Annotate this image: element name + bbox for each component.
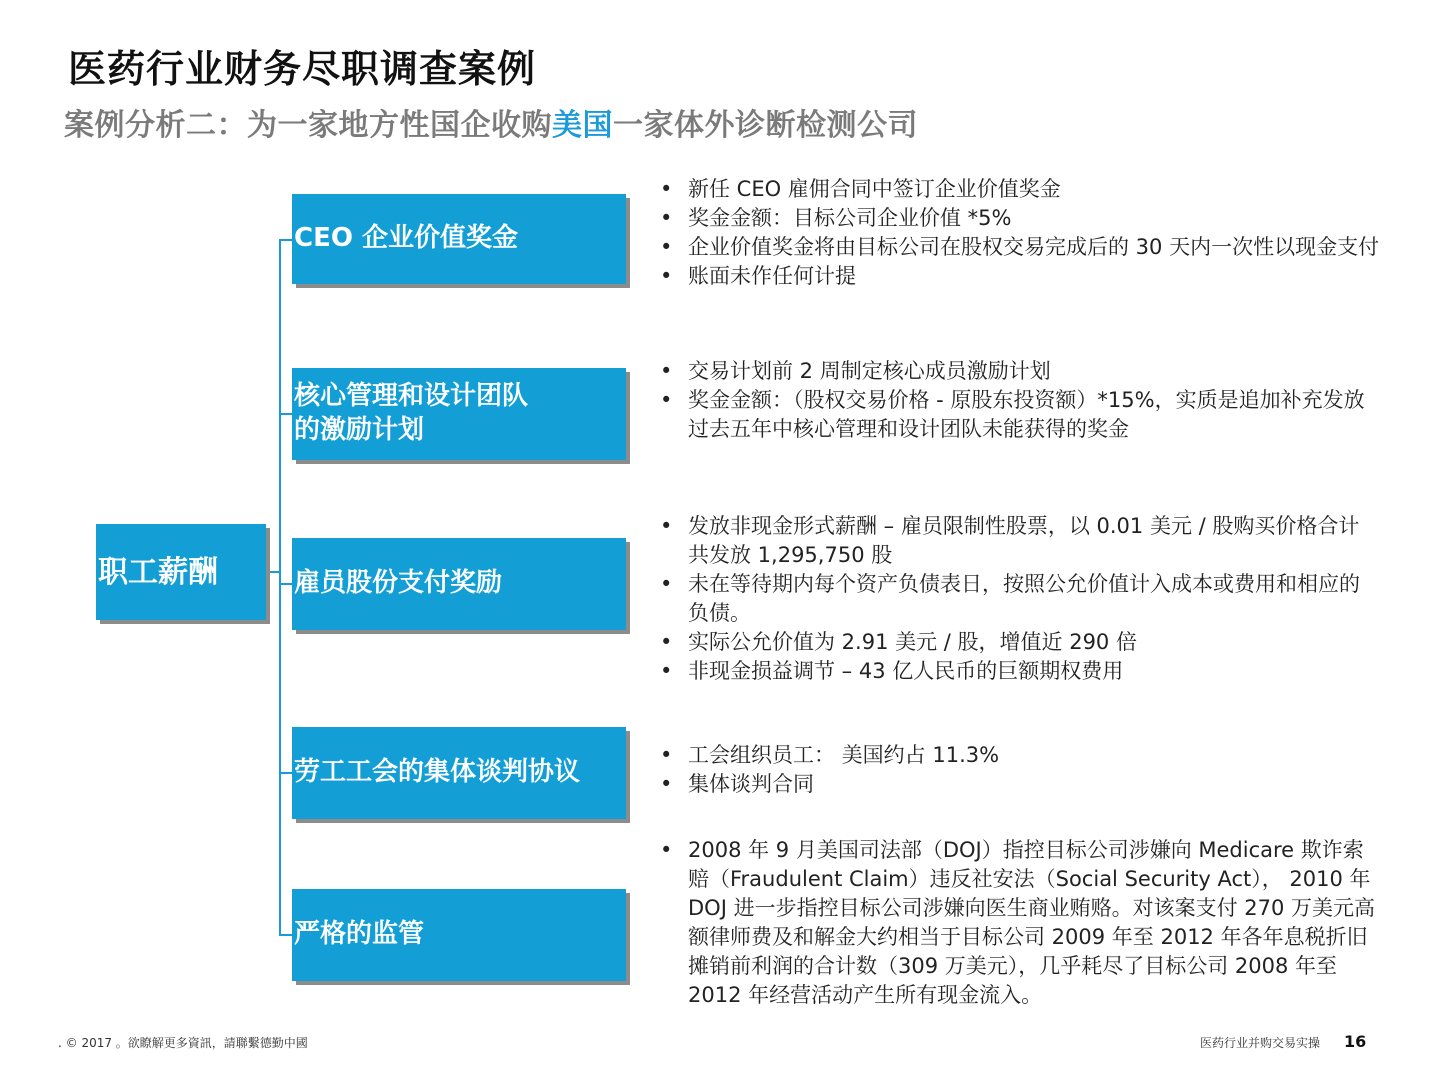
subtitle-suffix: 一家体外诊断检测公司 [613,108,918,143]
subtitle-highlight: 美国 [552,108,613,143]
bullet-list-ceo-bonus [660,175,1380,291]
footer-copyright: . © 2017 。欲瞭解更多資訊，請聯繫德勤中國 [58,1036,308,1050]
branch-connector-5 [279,934,292,936]
bullet-list-share-based-payment [660,512,1380,686]
branch-box-collective-bargaining: 劳工工会的集体谈判协议 [292,727,626,819]
bullet-list-core-team-incentive [660,357,1380,444]
bullet-item: • 账面未作任何计提 [660,262,1380,291]
branch-connector-3 [279,583,292,585]
bullet-item: • 集体谈判合同 [660,770,1380,799]
bullet-item: • 非现金损益调节 – 43 亿人民币的巨额期权费用 [660,657,1380,686]
bullet-item: • 未在等待期内每个资产负债表日，按照公允价值计入成本或费用和相应的负债。 [660,570,1380,628]
page-subtitle [64,100,918,144]
root-box-employee-compensation: 职工薪酬 [96,524,266,620]
branch-connector-4 [279,772,292,774]
footer-deck-title: 医药行业并购交易实操 [1200,1036,1321,1050]
bullet-item: • 实际公允价值为 2.91 美元 / 股，增值近 290 倍 [660,628,1380,657]
branch-box-ceo-bonus: CEO 企业价值奖金 [292,194,626,284]
bullet-item: • 企业价值奖金将由目标公司在股权交易完成后的 30 天内一次性以现金支付 [660,233,1380,262]
branch-connector-1 [279,239,292,241]
bullet-item: • 2008 年 9 月美国司法部（DOJ）指控目标公司涉嫌向 Medicare 欺诈索赔（Fraudulent Claim）违反社安法（Social Security Act）， 2010 年 DOJ 进一步指控目标公司涉嫌向医生商业贿赂。对该案支付 270 万美元高额律师费及和解金大约相当于目标公司 2009 年至 2012 年各年息税折旧摊销前利润的合计数（309 万美元），几乎耗尽了目标公司 2008 年至 2012 年经营活动产生所有现金流入。 [660,836,1380,1010]
root-connector [266,571,280,573]
bullet-item: • 奖金金额：（股权交易价格 - 原股东投资额）*15%，实质是追加补充发放过去五年中核心管理和设计团队未能获得的奖金 [660,386,1380,444]
bullet-item: • 交易计划前 2 周制定核心成员激励计划 [660,357,1380,386]
page-number: 16 [1344,1032,1367,1051]
tree-trunk [279,239,281,935]
branch-label-line-2: 的激励计划 [294,415,425,445]
bullet-item: • 新任 CEO 雇佣合同中签订企业价值奖金 [660,175,1380,204]
branch-box-core-team-incentive [292,368,626,460]
branch-connector-2 [279,413,292,415]
bullet-item: • 发放非现金形式薪酬 – 雇员限制性股票，以 0.01 美元 / 股购买价格合计共发放 1,295,750 股 [660,512,1380,570]
subtitle-prefix: 案例分析二：为一家地方性国企收购 [64,108,552,143]
branch-label-line-1: 核心管理和设计团队 [294,381,529,412]
bullet-item: • 奖金金额：目标公司企业价值 *5% [660,204,1380,233]
page-title: 医药行业财务尽职调查案例 [68,47,537,91]
branch-box-share-based-payment: 雇员股份支付奖励 [292,538,626,630]
bullet-list-collective-bargaining [660,741,1380,799]
bullet-list-strict-regulation [660,836,1380,1010]
bullet-item: • 工会组织员工： 美国约占 11.3% [660,741,1380,770]
branch-box-strict-regulation: 严格的监管 [292,889,626,981]
